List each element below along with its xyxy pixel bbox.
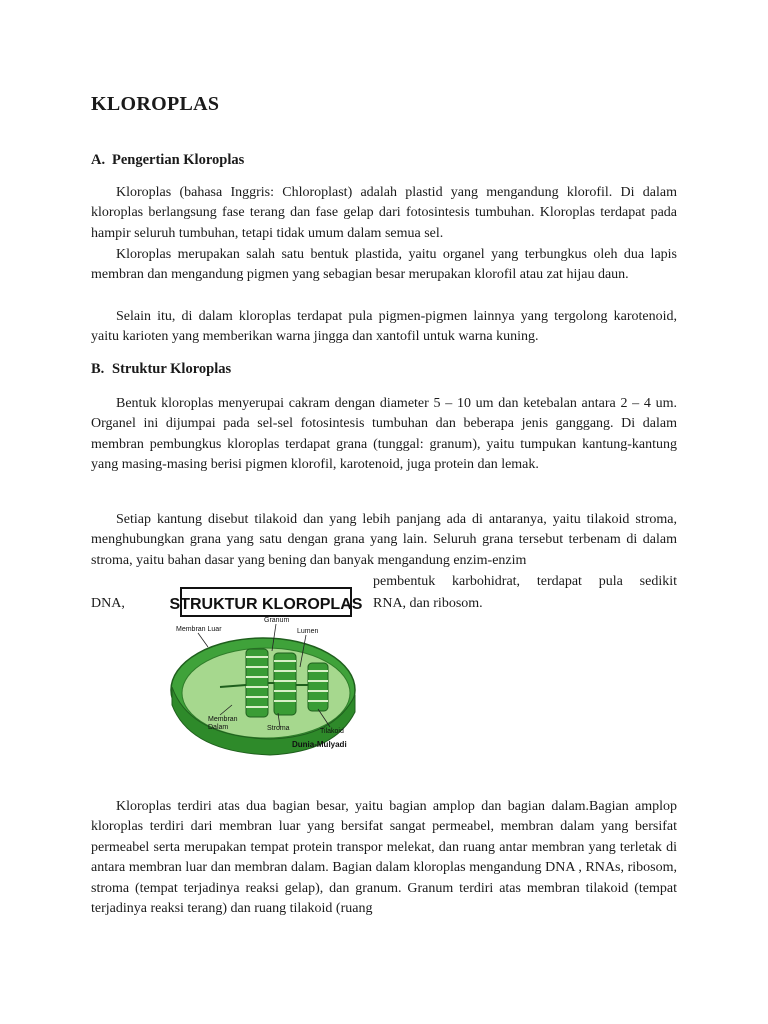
document-title: KLOROPLAS xyxy=(91,93,220,115)
label-membran-dalam: Membran Dalam xyxy=(208,716,238,731)
section-b-paragraph-2: Setiap kantung disebut tilakoid dan yang lebih panjang ada di antaranya, yaitu tilakoid stroma, menghubungkan grana yang satu dengan grana yang lain. Seluruh grana tersebut terbenam di dalam stroma, yaitu bahan dasar yang bening dan banyak mengandung enzim-enzim xyxy=(91,512,677,568)
grana-stack-3 xyxy=(308,663,328,711)
label-tilakoid: Tilakoid xyxy=(320,728,344,735)
section-a-number: A. xyxy=(91,152,106,168)
grana-stack-2 xyxy=(274,653,296,715)
wrap-text-right-1: pembentuk karbohidrat, terdapat pula sedikit xyxy=(373,574,677,589)
section-a-paragraph-2: Kloroplas merupakan salah satu bentuk plastida, yaitu organel yang terbungkus oleh dua lapis membran dan mengandung pigmen yang sebagian besar merupakan klorofil atau zat hijau daun. xyxy=(91,247,677,283)
label-lumen: Lumen xyxy=(297,628,319,635)
chloroplast-diagram xyxy=(160,587,365,757)
label-stroma: Stroma xyxy=(267,725,290,732)
section-b-heading xyxy=(91,361,231,378)
section-b-paragraph-3: Kloroplas terdiri atas dua bagian besar, yaitu bagian amplop dan bagian dalam.Bagian amplop kloroplas terdiri dari membran luar yang bersifat sangat permeabel, membran dalam yang bersifat permeabel serta merupakan tempat protein transpor melekat, dan ruang antar membran yang terletak di antara membran luar dan membran dalam. Bagian dalam kloroplas mengandung DNA , RNAs, ribosom, stroma (tempat terjadinya reaksi gelap), dan granum. Granum terdiri atas membran tilakoid (tempat terjadinya reaksi terang) dan ruang tilakoid (ruang xyxy=(91,799,677,917)
wrap-text-left: DNA, xyxy=(91,596,125,611)
label-granum: Granum xyxy=(264,617,290,624)
label-membran-luar: Membran Luar xyxy=(176,626,222,633)
section-b-paragraph-1: Bentuk kloroplas menyerupai cakram dengan diameter 5 – 10 um dan ketebalan antara 2 – 4 um. Organel ini dijumpai pada sel-sel fotosintesis tumbuhan dan beberapa jenis ganggang. Di dalam membran pembungkus kloroplas terdapat grana (tunggal: granum), yaitu tumpukan kantung-kantung yang masing-masing berisi pigmen klorofil, karotenoid, juga protein dan lemak. xyxy=(91,396,677,473)
figure-credit: Dunia-Mulyadi xyxy=(292,740,347,749)
grana-stack-1 xyxy=(246,649,268,717)
section-a-paragraph-3: Selain itu, di dalam kloroplas terdapat pula pigmen-pigmen lainnya yang tergolong karotenoid, yaitu karioten yang memberikan warna jingga dan xantofil untuk warna kuning. xyxy=(91,309,677,345)
section-a-paragraph-1: Kloroplas (bahasa Inggris: Chloroplast) adalah plastid yang mengandung klorofil. Di dalam kloroplas berlangsung fase terang dan fase gelap dari fotosintesis tumbuhan. Kloroplas terdapat pada hampir seluruh tumbuhan, tetapi tidak umum dalam semua sel. xyxy=(91,185,677,241)
chloroplast-figure xyxy=(160,587,365,757)
section-b-number: B. xyxy=(91,361,105,377)
wrap-text-right-2: RNA, dan ribosom. xyxy=(373,596,483,611)
figure-title: STRUKTUR KLOROPLAS xyxy=(169,596,363,613)
section-a-heading xyxy=(91,152,244,169)
section-b-title: Struktur Kloroplas xyxy=(112,361,232,377)
section-a-title: Pengertian Kloroplas xyxy=(112,152,245,168)
